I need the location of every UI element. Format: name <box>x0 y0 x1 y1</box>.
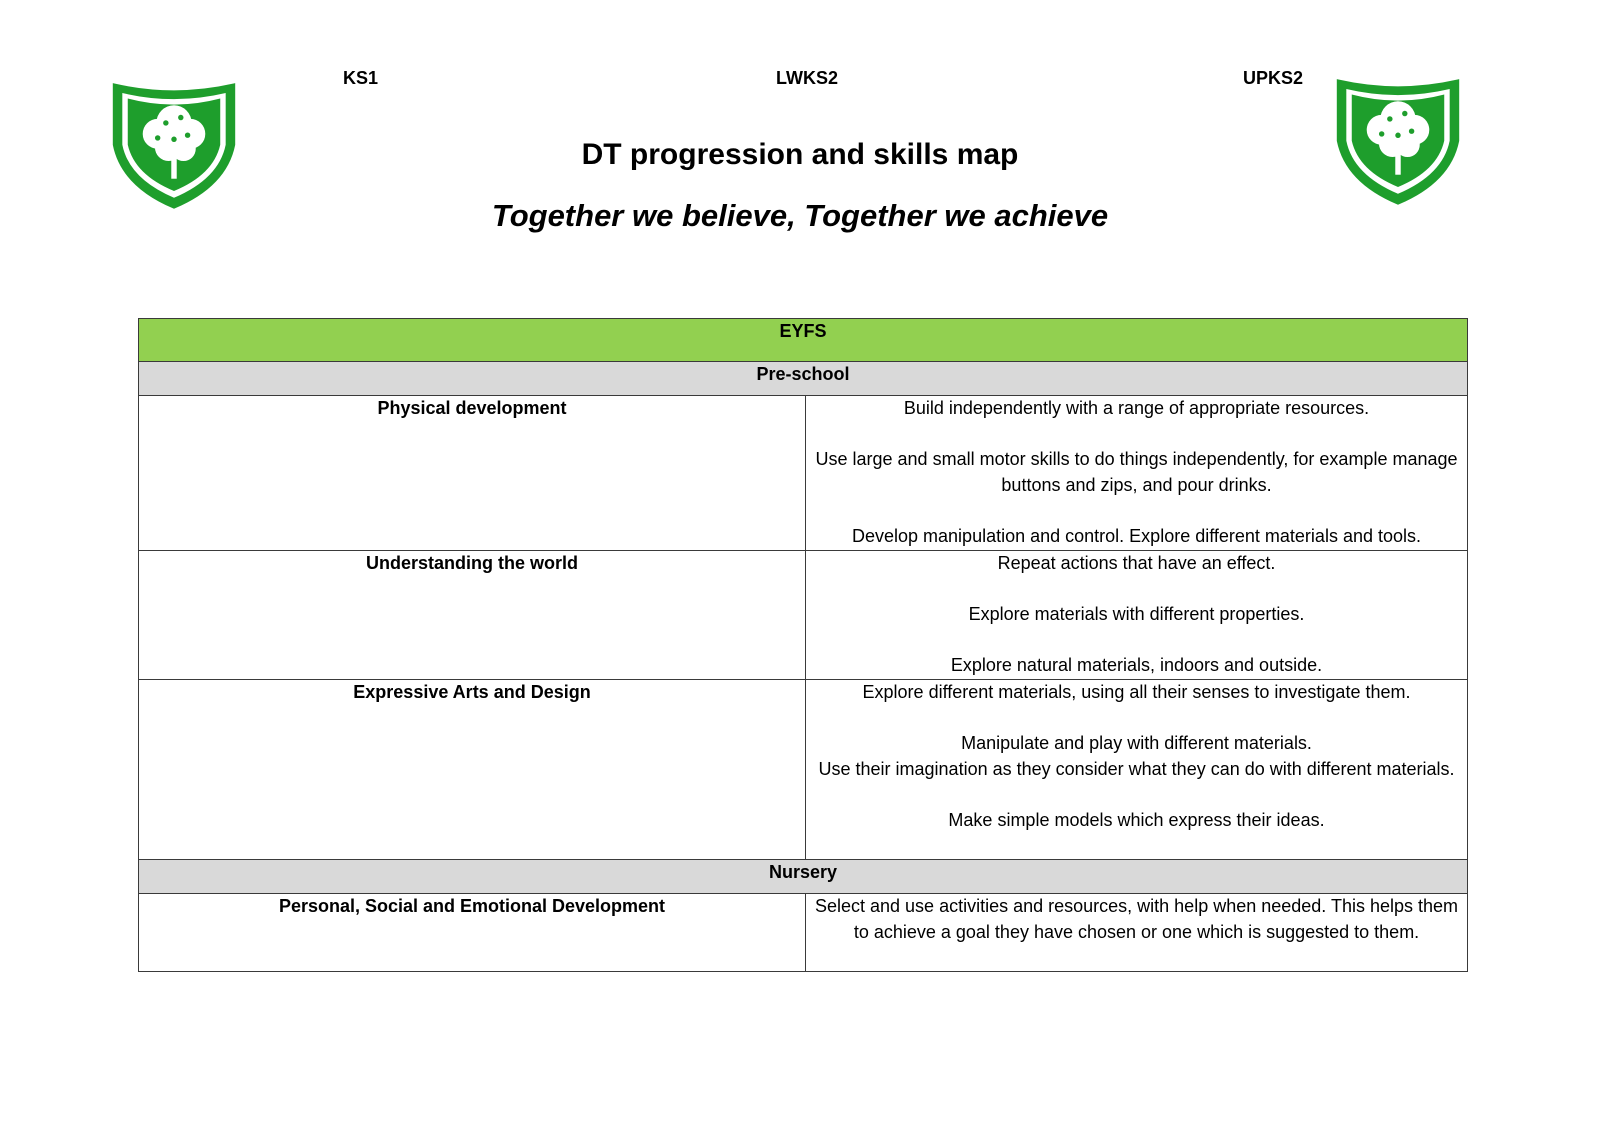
stage-header-row <box>139 319 1468 362</box>
skills-cell <box>806 396 1468 551</box>
learning-area: Physical development <box>139 396 806 551</box>
learning-area: Personal, Social and Emotional Development <box>139 894 806 972</box>
skill-text: Explore natural materials, indoors and outside. <box>950 655 1323 676</box>
skill-spacer <box>814 422 1459 448</box>
skill-text: Explore materials with different properties. <box>968 604 1305 625</box>
learning-area: Expressive Arts and Design <box>139 680 806 860</box>
key-stage-lwks2: LWKS2 <box>776 68 839 88</box>
key-stage-upks2: UPKS2 <box>1243 68 1304 88</box>
skill-text: Explore different materials, using all their senses to investigate them. <box>862 682 1411 702</box>
skill-text: Build independently with a range of appropriate resources. <box>903 398 1370 418</box>
skill-text: Develop manipulation and control. Explore different materials and tools. <box>852 525 1421 546</box>
school-motto: Together we believe, Together we achieve <box>491 198 1109 233</box>
skill-text: Use their imagination as they consider what they can do with different materials. <box>818 758 1455 779</box>
table-row <box>139 894 1468 972</box>
skill-spacer <box>814 706 1459 732</box>
skills-cell <box>806 551 1468 680</box>
skill-text: Manipulate and play with different materials. <box>961 733 1312 754</box>
key-stage-ks1: KS1 <box>343 68 379 88</box>
stage-header: EYFS <box>139 319 1468 362</box>
skills-cell <box>806 894 1468 972</box>
skill-spacer <box>814 782 1459 808</box>
phase-header-row <box>139 362 1468 396</box>
skills-table <box>138 318 1468 972</box>
page-title: DT progression and skills map <box>581 138 1019 171</box>
skills-cell <box>806 680 1468 860</box>
skill-text: Make simple models which express their ideas. <box>948 809 1325 830</box>
skill-spacer <box>814 577 1459 603</box>
table-row <box>139 396 1468 551</box>
skill-text: Repeat actions that have an effect. <box>997 553 1276 573</box>
learning-area: Understanding the world <box>139 551 806 680</box>
phase-header-nursery: Nursery <box>139 860 1468 894</box>
skill-spacer <box>814 498 1459 524</box>
skill-spacer <box>814 628 1459 654</box>
phase-header-pre-school: Pre-school <box>139 362 1468 396</box>
phase-header-row <box>139 860 1468 894</box>
skill-text: Select and use activities and resources, with help when needed. This helps them to achieve a goal they have chosen or one which is suggested to them. <box>814 896 1459 942</box>
skill-text: Use large and small motor skills to do things independently, for example manage buttons and zips, and pour drinks. <box>815 449 1458 495</box>
table-row <box>139 680 1468 860</box>
table-row <box>139 551 1468 680</box>
